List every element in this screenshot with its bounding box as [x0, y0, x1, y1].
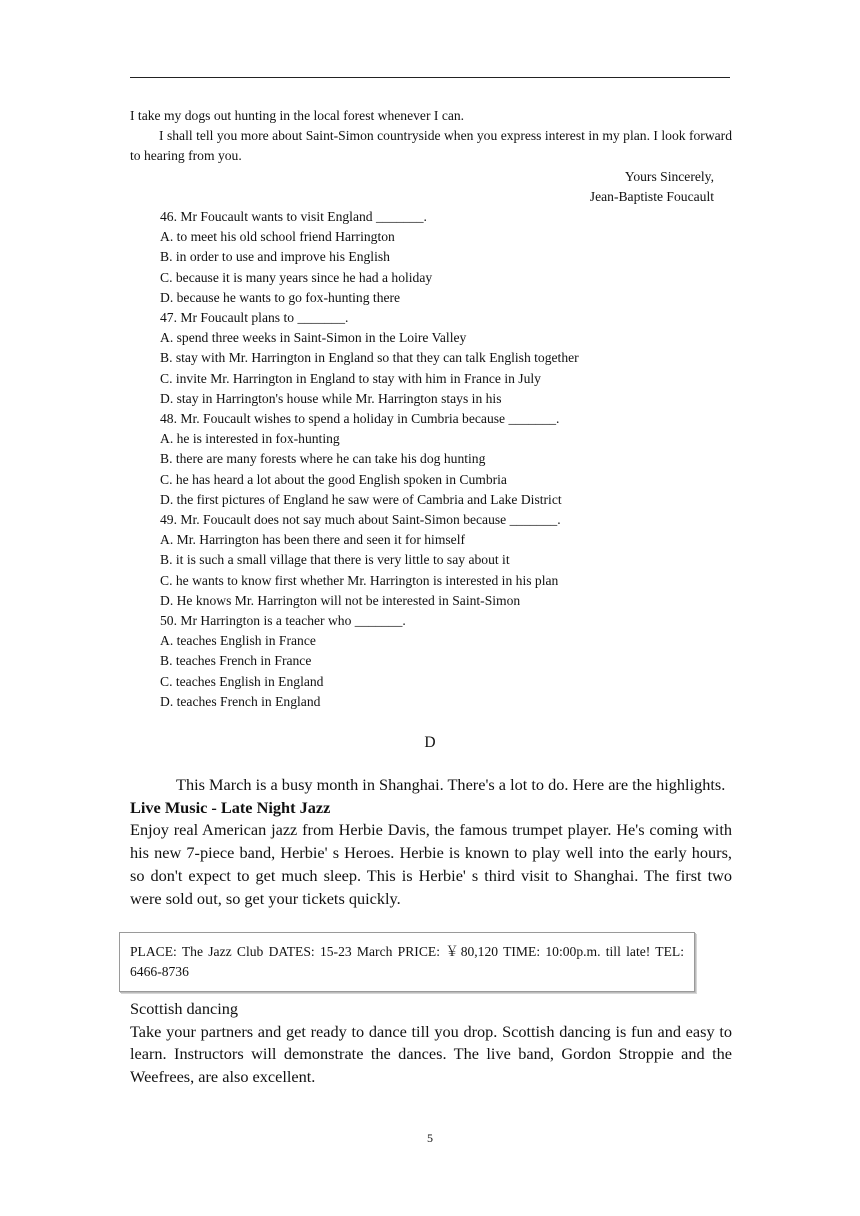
question-48: 48. Mr. Foucault wishes to spend a holiday in Cumbria because _______. [160, 411, 560, 427]
option-47b: B. stay with Mr. Harrington in England so that they can talk English together [160, 350, 579, 366]
option-46b: B. in order to use and improve his English [160, 249, 390, 265]
option-49c: C. he wants to know first whether Mr. Harrington is interested in his plan [160, 572, 559, 588]
header-rule [130, 77, 730, 78]
option-48c: C. he has heard a lot about the good English spoken in Cumbria [160, 471, 507, 487]
section-d-continued [130, 998, 732, 1089]
section-heading: D [424, 734, 436, 751]
intro-paragraph: This March is a busy month in Shanghai. There's a lot to do. Here are the highlights. [176, 775, 726, 794]
letter-closing: Yours Sincerely, [624, 169, 714, 184]
event-info-box [119, 932, 695, 992]
option-48d: D. the first pictures of England he saw were of Cambria and Lake District [160, 491, 562, 507]
option-47a: A. spend three weeks in Saint-Simon in the Loire Valley [160, 330, 467, 346]
option-47c: C. invite Mr. Harrington in England to stay with him in France in July [160, 370, 541, 386]
option-50b: B. teaches French in France [160, 653, 312, 669]
option-48b: B. there are many forests where he can take his dog hunting [160, 451, 486, 467]
option-49a: A. Mr. Harrington has been there and seen it for himself [160, 532, 466, 548]
option-46a: A. to meet his old school friend Harrington [160, 229, 395, 245]
question-49: 49. Mr. Foucault does not say much about Saint-Simon because _______. [160, 512, 561, 528]
page-number: 5 [427, 1131, 433, 1145]
option-50c: C. teaches English in England [160, 673, 324, 689]
option-50a: A. teaches English in France [160, 633, 316, 649]
event-info-text: PLACE: The Jazz Club DATES: 15-23 March PRICE: ￥80,120 TIME: 10:00p.m. till late! TEL: 6466-8736 [130, 944, 684, 980]
option-49d: D. He knows Mr. Harrington will not be interested in Saint-Simon [160, 592, 521, 608]
option-48a: A. he is interested in fox-hunting [160, 431, 340, 447]
option-50d: D. teaches French in England [160, 693, 321, 709]
section-d-body [130, 774, 732, 910]
option-46d: D. because he wants to go fox-hunting there [160, 289, 401, 305]
option-46c: C. because it is many years since he had a holiday [160, 269, 433, 285]
question-46: 46. Mr Foucault wants to visit England _______. [160, 209, 427, 224]
event-title-scottish: Scottish dancing [130, 999, 239, 1018]
event-title-jazz: Live Music - Late Night Jazz [130, 797, 331, 817]
letter-ending [130, 106, 732, 167]
letter-paragraph: I shall tell you more about Saint-Simon countryside when you express interest in my plan. I look forward to hearing from you. [130, 128, 732, 164]
letter-line: I take my dogs out hunting in the local forest whenever I can. [130, 108, 465, 123]
question-50: 50. Mr Harrington is a teacher who _______. [160, 613, 406, 629]
question-47: 47. Mr Foucault plans to _______. [160, 310, 349, 326]
letter-signature: Jean-Baptiste Foucault [589, 189, 714, 204]
event-description-jazz: Enjoy real American jazz from Herbie Davis, the famous trumpet player. He's coming with his new 7-piece band, Herbie' s Heroes. Herbie is known to play well into the early hours, so don't expect to get much sleep. This is Herbie' s third visit to Shanghai. The first two were sold out, so get your tickets quickly. [130, 820, 732, 908]
option-49b: B. it is such a small village that there is very little to say about it [160, 552, 510, 568]
question-list [160, 207, 720, 712]
event-description-scottish: Take your partners and get ready to dance till you drop. Scottish dancing is fun and easy to learn. Instructors will demonstrate the dances. The live band, Gordon Stroppie and the Weefrees, are also excellent. [130, 1021, 732, 1087]
option-47d: D. stay in Harrington's house while Mr. Harrington stays in his [160, 390, 502, 406]
